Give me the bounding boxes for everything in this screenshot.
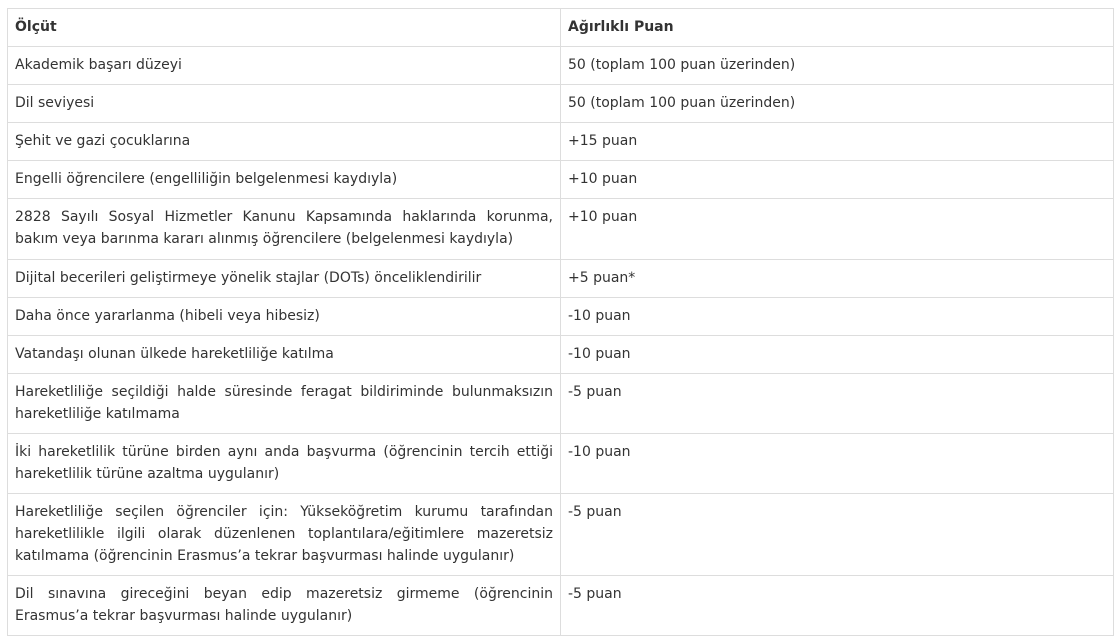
table-header-row <box>8 9 1114 47</box>
criterion-cell: Dil seviyesi <box>8 85 561 123</box>
table-row <box>8 298 1114 336</box>
criterion-cell: Vatandaşı olunan ülkede hareketliliğe katılma <box>8 336 561 374</box>
table-row <box>8 260 1114 298</box>
points-cell: +5 puan* <box>561 260 1114 298</box>
criteria-table <box>7 8 1114 636</box>
points-cell: -10 puan <box>561 434 1114 494</box>
criterion-cell: Akademik başarı düzeyi <box>8 47 561 85</box>
points-cell: +10 puan <box>561 199 1114 260</box>
header-weighted-points: Ağırlıklı Puan <box>561 9 1114 47</box>
points-cell: +10 puan <box>561 161 1114 199</box>
criterion-cell: Engelli öğrencilere (engelliliğin belgelenmesi kaydıyla) <box>8 161 561 199</box>
points-cell: -5 puan <box>561 576 1114 636</box>
table-row <box>8 199 1114 260</box>
criterion-cell: 2828 Sayılı Sosyal Hizmetler Kanunu Kapsamında haklarında korunma, bakım veya barınma kararı alınmış öğrencilere (belgelenmesi kaydıyla) <box>8 199 561 260</box>
table-row <box>8 576 1114 636</box>
table-row <box>8 47 1114 85</box>
points-cell: +15 puan <box>561 123 1114 161</box>
criterion-cell: Şehit ve gazi çocuklarına <box>8 123 561 161</box>
points-cell: 50 (toplam 100 puan üzerinden) <box>561 85 1114 123</box>
points-cell: -10 puan <box>561 336 1114 374</box>
table-row <box>8 336 1114 374</box>
criteria-table-container <box>7 8 1113 636</box>
table-row <box>8 374 1114 434</box>
criterion-cell: Dil sınavına gireceğini beyan edip mazeretsiz girmeme (öğrencinin Erasmus’a tekrar başvurması halinde uygulanır) <box>8 576 561 636</box>
points-cell: -5 puan <box>561 374 1114 434</box>
criterion-cell: Hareketliliğe seçildiği halde süresinde feragat bildiriminde bulunmaksızın hareketliliğe katılmama <box>8 374 561 434</box>
points-cell: -10 puan <box>561 298 1114 336</box>
table-row <box>8 494 1114 576</box>
criterion-cell: Daha önce yararlanma (hibeli veya hibesiz) <box>8 298 561 336</box>
table-row <box>8 85 1114 123</box>
criterion-cell: İki hareketlilik türüne birden aynı anda başvurma (öğrencinin tercih ettiği hareketlilik türüne azaltma uygulanır) <box>8 434 561 494</box>
criterion-cell: Dijital becerileri geliştirmeye yönelik stajlar (DOTs) önceliklendirilir <box>8 260 561 298</box>
table-row <box>8 123 1114 161</box>
table-row <box>8 161 1114 199</box>
points-cell: -5 puan <box>561 494 1114 576</box>
header-criterion: Ölçüt <box>8 9 561 47</box>
points-cell: 50 (toplam 100 puan üzerinden) <box>561 47 1114 85</box>
table-row <box>8 434 1114 494</box>
criterion-cell: Hareketliliğe seçilen öğrenciler için: Yükseköğretim kurumu tarafından hareketlilikle ilgili olarak düzenlenen toplantılara/eğitimlere mazeretsiz katılmama (öğrencinin Erasmus’a tekrar başvurması halinde uygulanır) <box>8 494 561 576</box>
